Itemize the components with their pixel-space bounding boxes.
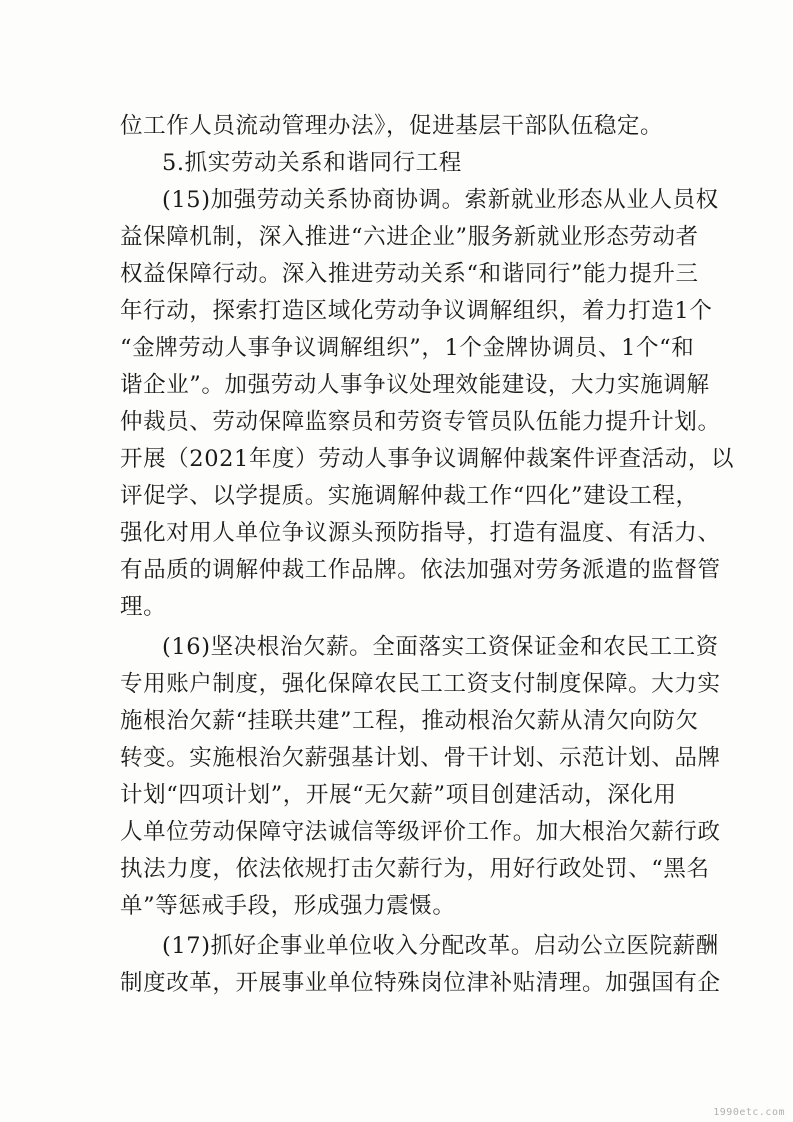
paragraph-15-line: 开展（2021年度）劳动人事争议调解仲裁案件评查活动，以 (120, 446, 735, 472)
paragraph-15-line: 评促学、以学提质。实施调解仲裁工作“四化”建设工程， (120, 483, 699, 509)
paragraph-16-line: 单”等惩戒手段，形成强力震慑。 (120, 893, 456, 919)
paragraph-16-line: 人单位劳动保障守法诚信等级评价工作。加大根治欠薪行政 (120, 819, 721, 845)
site-watermark: 1990etc.com (713, 1107, 785, 1118)
paragraph-15-line: 谐企业”。加强劳动人事争议处理效能建设，大力实施调解 (120, 372, 710, 398)
paragraph-15-line: 理。 (120, 594, 167, 620)
text-line: 位工作人员流动管理办法》，促进基层干部队伍稳定。 (120, 113, 664, 139)
paragraph-16-line: 施根治欠薪“挂联共建”工程，推动根治欠薪从清欠向防欠 (120, 708, 699, 734)
paragraph-16-line: (16)坚决根治欠薪。全面落实工资保证金和农民工工资 (162, 634, 719, 660)
paragraph-15-line: 有品质的调解仲裁工作品牌。依法加强对劳务派遣的监督管 (120, 557, 721, 583)
paragraph-15-line: 益保障机制，深入推进“六进企业”服务新就业形态劳动者 (120, 224, 699, 250)
paragraph-15-line: 权益保障行动。深入推进劳动关系“和谐同行”能力提升三 (120, 261, 699, 287)
paragraph-17-line: (17)抓好企事业单位收入分配改革。启动公立医院薪酬 (162, 933, 719, 959)
paragraph-16-line: 计划“四项计划”，开展“无欠薪”项目创建活动，深化用 (120, 782, 677, 808)
paragraph-16-line: 执法力度，依法依规打击欠薪行为，用好行政处罚、“黑名 (120, 856, 710, 882)
paragraph-15-line: 强化对用人单位争议源头预防指导，打造有温度、有活力、 (120, 520, 721, 546)
paragraph-15-line: (15)加强劳动关系协商协调。索新就业形态从业人员权 (162, 187, 719, 213)
paragraph-15-line: 仲裁员、劳动保障监察员和劳资专管员队伍能力提升计划。 (120, 409, 721, 435)
paragraph-15-line: “金牌劳动人事争议调解组织”，1个金牌协调员、1个“和 (120, 335, 695, 361)
paragraph-16-line: 转变。实施根治欠薪强基计划、骨干计划、示范计划、品牌 (120, 745, 721, 771)
paragraph-17-line: 制度改革，开展事业单位特殊岗位津补贴清理。加强国有企 (120, 970, 721, 996)
section-heading: 5.抓实劳动关系和谐同行工程 (162, 150, 462, 176)
paragraph-15-line: 年行动，探索打造区域化劳动争议调解组织，着力打造1个 (120, 298, 713, 324)
paragraph-16-line: 专用账户制度，强化保障农民工工资支付制度保障。大力实 (120, 671, 721, 697)
